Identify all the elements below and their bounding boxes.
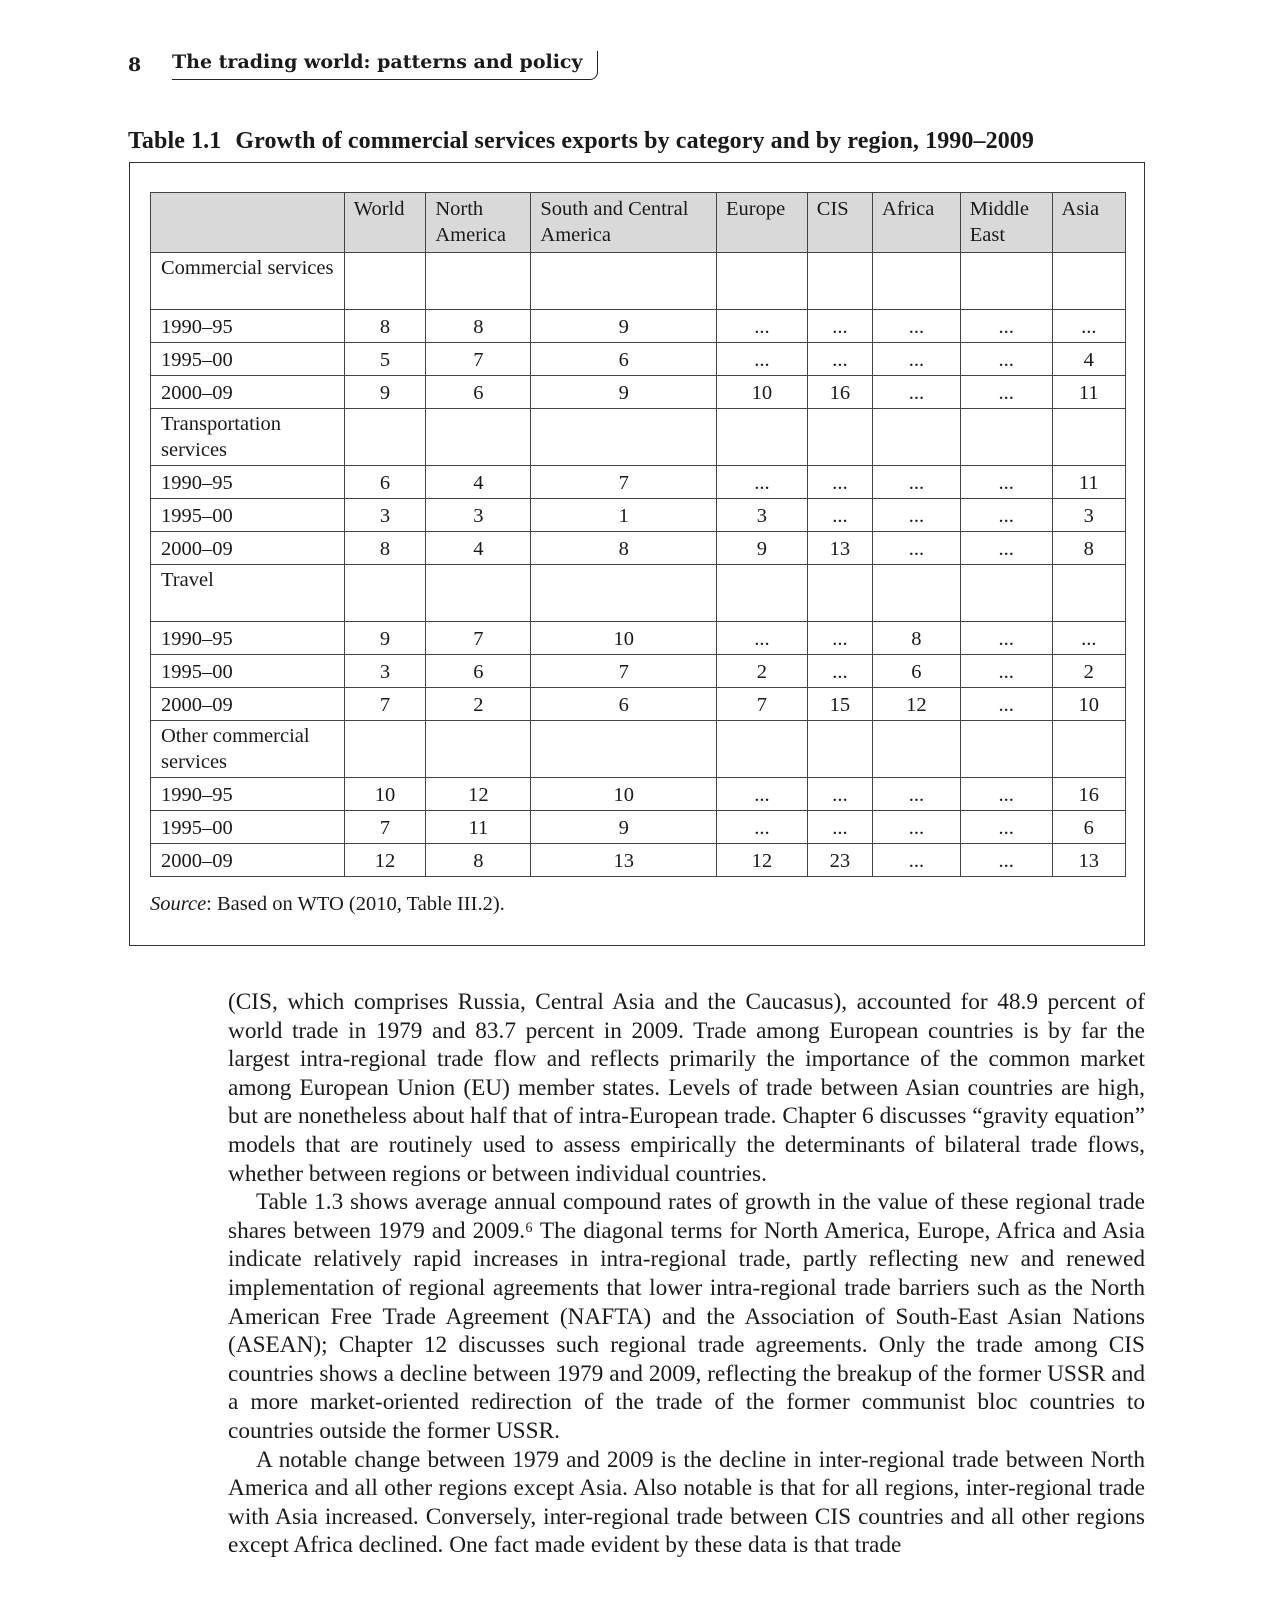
- column-header: Asia: [1052, 193, 1125, 253]
- empty-cell: [807, 409, 872, 466]
- empty-cell: [717, 565, 808, 622]
- value-cell: ...: [960, 844, 1052, 877]
- period-cell: 1995–00: [151, 499, 345, 532]
- header-cell-blank: [151, 193, 345, 253]
- value-cell: ...: [717, 778, 808, 811]
- period-cell: 1995–00: [151, 811, 345, 844]
- empty-cell: [1052, 565, 1125, 622]
- value-cell: 10: [531, 778, 717, 811]
- empty-cell: [531, 409, 717, 466]
- empty-cell: [960, 565, 1052, 622]
- value-cell: ...: [873, 811, 961, 844]
- table-row: [151, 622, 1126, 655]
- empty-cell: [1052, 721, 1125, 778]
- value-cell: 7: [344, 811, 426, 844]
- empty-cell: [807, 565, 872, 622]
- section-label: Transportation services: [151, 409, 345, 466]
- value-cell: ...: [873, 499, 961, 532]
- period-cell: 1990–95: [151, 778, 345, 811]
- value-cell: 7: [426, 622, 531, 655]
- value-cell: 11: [1052, 376, 1125, 409]
- value-cell: 7: [531, 466, 717, 499]
- table-row: [151, 811, 1126, 844]
- value-cell: 6: [426, 376, 531, 409]
- services-growth-table: [150, 192, 1126, 877]
- table-caption-number: Table 1.1: [128, 128, 222, 154]
- value-cell: ...: [960, 622, 1052, 655]
- column-header: South and Central America: [531, 193, 717, 253]
- body-paragraph: A notable change between 1979 and 2009 is the decline in inter-regional trade between North America and all other regions except Asia. Also notable is that for all regions, inter-regional trade with Asia increased. Conversely, inter-regional trade between CIS countries and all other regions except Africa declined. One fact made evident by these data is that trade: [228, 1446, 1145, 1559]
- empty-cell: [344, 721, 426, 778]
- table-row: [151, 532, 1126, 565]
- value-cell: 12: [344, 844, 426, 877]
- empty-cell: [717, 409, 808, 466]
- value-cell: ...: [873, 778, 961, 811]
- empty-cell: [531, 565, 717, 622]
- value-cell: 2: [717, 655, 808, 688]
- value-cell: ...: [1052, 622, 1125, 655]
- value-cell: 8: [344, 310, 426, 343]
- value-cell: 3: [344, 499, 426, 532]
- empty-cell: [1052, 253, 1125, 310]
- source-text: : Based on WTO (2010, Table III.2).: [206, 893, 505, 915]
- table-row: [151, 376, 1126, 409]
- value-cell: 13: [807, 532, 872, 565]
- table-row: [151, 844, 1126, 877]
- value-cell: 12: [717, 844, 808, 877]
- section-label: Other commercial services: [151, 721, 345, 778]
- empty-cell: [426, 409, 531, 466]
- running-head-title: The trading world: patterns and policy: [172, 51, 598, 80]
- table-row: [151, 499, 1126, 532]
- column-header: North America: [426, 193, 531, 253]
- value-cell: 3: [1052, 499, 1125, 532]
- value-cell: ...: [873, 532, 961, 565]
- table-row: [151, 655, 1126, 688]
- value-cell: 3: [717, 499, 808, 532]
- value-cell: ...: [873, 466, 961, 499]
- period-cell: 1995–00: [151, 655, 345, 688]
- value-cell: 11: [1052, 466, 1125, 499]
- value-cell: ...: [717, 622, 808, 655]
- value-cell: ...: [807, 622, 872, 655]
- empty-cell: [531, 253, 717, 310]
- period-cell: 1995–00: [151, 343, 345, 376]
- value-cell: 3: [344, 655, 426, 688]
- empty-cell: [873, 409, 961, 466]
- value-cell: ...: [960, 466, 1052, 499]
- source-label: Source: [150, 893, 207, 915]
- table-frame: [129, 162, 1145, 946]
- value-cell: ...: [807, 778, 872, 811]
- value-cell: ...: [873, 343, 961, 376]
- value-cell: 3: [426, 499, 531, 532]
- value-cell: ...: [960, 343, 1052, 376]
- value-cell: 8: [531, 532, 717, 565]
- value-cell: 6: [1052, 811, 1125, 844]
- value-cell: 4: [1052, 343, 1125, 376]
- column-header: Europe: [717, 193, 808, 253]
- value-cell: ...: [960, 532, 1052, 565]
- value-cell: 6: [531, 343, 717, 376]
- value-cell: 7: [531, 655, 717, 688]
- value-cell: ...: [960, 499, 1052, 532]
- value-cell: 11: [426, 811, 531, 844]
- value-cell: 16: [1052, 778, 1125, 811]
- value-cell: ...: [960, 811, 1052, 844]
- table-header: [151, 193, 1126, 253]
- value-cell: 10: [531, 622, 717, 655]
- empty-cell: [960, 409, 1052, 466]
- value-cell: ...: [873, 310, 961, 343]
- section-label: Travel: [151, 565, 345, 622]
- section-row: [151, 565, 1126, 622]
- body-paragraph: (CIS, which comprises Russia, Central Asia and the Caucasus), accounted for 48.9 percent of world trade in 1979 and 83.7 percent in 2009. Trade among European countries is by far the largest intra-regional trade flow and reflects primarily the importance of the common market among European Union (EU) member states. Levels of trade between Asian countries are high, but are nonetheless about half that of intra-European trade. Chapter 6 discusses “gravity equation” models that are routinely used to assess empirically the determinants of bilateral trade flows, whether between regions or between individual countries.: [228, 989, 1145, 1187]
- value-cell: 6: [426, 655, 531, 688]
- column-header: Middle East: [960, 193, 1052, 253]
- value-cell: 6: [873, 655, 961, 688]
- value-cell: 9: [344, 376, 426, 409]
- body-paragraph: Table 1.3 shows average annual compound rates of growth in the value of these regional trade shares between 1979 and 2009.⁶ The diagonal terms for North America, Europe, Africa and Asia indicate relatively rapid increases in intra-regional trade, partly reflecting new and renewed implementation of regional agreements that lower intra-regional trade barriers such as the North American Free Trade Agreement (NAFTA) and the Association of South-East Asian Nations (ASEAN); Chapter 12 discusses such regional trade agreements. Only the trade among CIS countries shows a decline between 1979 and 2009, reflecting the breakup of the former USSR and a more market-oriented redirection of the trade of the former communist bloc countries to countries outside the former USSR.: [228, 1189, 1145, 1444]
- empty-cell: [426, 721, 531, 778]
- empty-cell: [344, 409, 426, 466]
- value-cell: 7: [344, 688, 426, 721]
- value-cell: 5: [344, 343, 426, 376]
- value-cell: 13: [531, 844, 717, 877]
- value-cell: 8: [1052, 532, 1125, 565]
- value-cell: 23: [807, 844, 872, 877]
- value-cell: 12: [426, 778, 531, 811]
- period-cell: 2000–09: [151, 532, 345, 565]
- value-cell: 8: [344, 532, 426, 565]
- value-cell: ...: [1052, 310, 1125, 343]
- value-cell: ...: [873, 376, 961, 409]
- value-cell: ...: [960, 310, 1052, 343]
- value-cell: 9: [531, 811, 717, 844]
- empty-cell: [344, 253, 426, 310]
- empty-cell: [807, 721, 872, 778]
- value-cell: ...: [807, 310, 872, 343]
- period-cell: 2000–09: [151, 376, 345, 409]
- value-cell: 9: [344, 622, 426, 655]
- page-number: 8: [128, 54, 142, 76]
- empty-cell: [960, 721, 1052, 778]
- value-cell: 12: [873, 688, 961, 721]
- value-cell: ...: [717, 343, 808, 376]
- table-row: [151, 778, 1126, 811]
- table-caption: [128, 128, 1034, 155]
- value-cell: ...: [873, 844, 961, 877]
- running-head: [128, 50, 598, 80]
- section-row: [151, 409, 1126, 466]
- value-cell: ...: [717, 310, 808, 343]
- value-cell: ...: [717, 466, 808, 499]
- value-cell: 6: [531, 688, 717, 721]
- value-cell: 15: [807, 688, 872, 721]
- value-cell: ...: [960, 376, 1052, 409]
- period-cell: 2000–09: [151, 844, 345, 877]
- section-label: Commercial services: [151, 253, 345, 310]
- period-cell: 1990–95: [151, 310, 345, 343]
- table-source-note: [150, 893, 505, 916]
- section-row: [151, 253, 1126, 310]
- body-text: [228, 988, 1145, 1560]
- empty-cell: [960, 253, 1052, 310]
- value-cell: ...: [717, 811, 808, 844]
- table-row: [151, 466, 1126, 499]
- value-cell: 16: [807, 376, 872, 409]
- value-cell: 13: [1052, 844, 1125, 877]
- value-cell: 4: [426, 532, 531, 565]
- value-cell: ...: [807, 499, 872, 532]
- empty-cell: [426, 565, 531, 622]
- column-header: World: [344, 193, 426, 253]
- period-cell: 1990–95: [151, 622, 345, 655]
- value-cell: 10: [717, 376, 808, 409]
- value-cell: ...: [807, 343, 872, 376]
- empty-cell: [1052, 409, 1125, 466]
- table-body: [151, 253, 1126, 877]
- value-cell: 7: [717, 688, 808, 721]
- value-cell: 10: [344, 778, 426, 811]
- empty-cell: [873, 253, 961, 310]
- empty-cell: [531, 721, 717, 778]
- value-cell: ...: [960, 688, 1052, 721]
- value-cell: 7: [426, 343, 531, 376]
- empty-cell: [426, 253, 531, 310]
- value-cell: 2: [1052, 655, 1125, 688]
- value-cell: ...: [960, 778, 1052, 811]
- value-cell: 8: [426, 844, 531, 877]
- empty-cell: [717, 721, 808, 778]
- table-row: [151, 310, 1126, 343]
- period-cell: 1990–95: [151, 466, 345, 499]
- value-cell: 4: [426, 466, 531, 499]
- value-cell: ...: [807, 811, 872, 844]
- empty-cell: [873, 721, 961, 778]
- period-cell: 2000–09: [151, 688, 345, 721]
- empty-cell: [873, 565, 961, 622]
- value-cell: 9: [531, 376, 717, 409]
- column-header: Africa: [873, 193, 961, 253]
- value-cell: ...: [807, 655, 872, 688]
- value-cell: ...: [960, 655, 1052, 688]
- table-caption-text: Growth of commercial services exports by category and by region, 1990–2009: [235, 128, 1034, 154]
- value-cell: 8: [873, 622, 961, 655]
- column-header: CIS: [807, 193, 872, 253]
- value-cell: ...: [807, 466, 872, 499]
- value-cell: 10: [1052, 688, 1125, 721]
- value-cell: 8: [426, 310, 531, 343]
- section-row: [151, 721, 1126, 778]
- value-cell: 9: [717, 532, 808, 565]
- value-cell: 1: [531, 499, 717, 532]
- table-row: [151, 343, 1126, 376]
- value-cell: 2: [426, 688, 531, 721]
- empty-cell: [717, 253, 808, 310]
- value-cell: 6: [344, 466, 426, 499]
- empty-cell: [344, 565, 426, 622]
- table-row: [151, 688, 1126, 721]
- empty-cell: [807, 253, 872, 310]
- value-cell: 9: [531, 310, 717, 343]
